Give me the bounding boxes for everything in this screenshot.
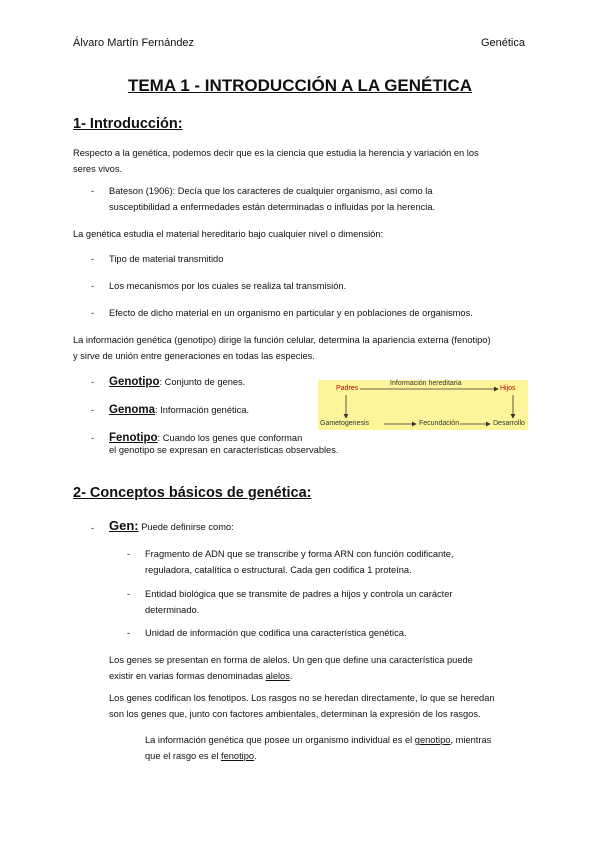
- section2-heading: 2- Conceptos básicos de genética:: [73, 485, 312, 501]
- term-definition: : Conjunto de genes.: [159, 377, 246, 387]
- gen-item-line-1: Unidad de información que codifica una característica genética.: [145, 628, 407, 638]
- gen-item: [145, 625, 525, 641]
- header-author: Álvaro Martín Fernández: [73, 37, 195, 49]
- text: La información genética que posee un organismo individual es el: [145, 735, 415, 745]
- info-paragraph: [73, 332, 533, 364]
- gen-item-line-2: reguladora, catalítica o estructural. Cada gen codifica 1 proteína.: [145, 565, 412, 575]
- alelos-word: alelos: [265, 671, 290, 681]
- bateson-line-1: Bateson (1906): Decía que los caracteres de cualquier organismo, así como la: [109, 186, 433, 196]
- term-label: Genoma: [109, 404, 156, 416]
- text: existir en varias formas denominadas: [109, 671, 266, 681]
- bullet-dash: -: [91, 281, 95, 291]
- bullet-dash: -: [127, 549, 131, 559]
- gen-item: [145, 586, 525, 618]
- diagram-desarrollo: Desarrollo: [493, 420, 525, 427]
- alelos-line-1: Los genes se presentan en forma de alelos. Un gen que define una característica puede: [109, 655, 473, 665]
- section1-heading: 1- Introducción:: [73, 116, 183, 132]
- bateson-paragraph: [109, 183, 529, 215]
- bullet-dash: -: [91, 377, 95, 387]
- text: que el rasgo es el: [145, 751, 221, 761]
- studies-item: Tipo de material transmitido: [109, 254, 224, 264]
- bullet-dash: -: [127, 589, 131, 599]
- studies-item: Los mecanismos por los cuales se realiza tal transmisión.: [109, 281, 347, 291]
- bullet-dash: -: [91, 523, 95, 533]
- header-subject: Genética: [480, 37, 525, 49]
- term-genotipo: [109, 372, 245, 390]
- genotipo-word: genotipo: [414, 735, 451, 745]
- bullet-dash: -: [91, 308, 95, 318]
- term-genoma: [109, 400, 249, 418]
- alelos-line-2: [109, 668, 529, 684]
- bateson-line-2: susceptibilidad a enfermedades están determinadas o influidas por la herencia.: [109, 202, 436, 212]
- diagram-hijos: Hijos: [500, 385, 516, 392]
- gen-term: Gen:: [109, 518, 139, 533]
- intro-line-2: seres vivos.: [73, 164, 123, 174]
- heredity-diagram: [318, 380, 528, 430]
- final-line-2: [145, 748, 535, 764]
- fenotipo-word: fenotipo: [220, 751, 255, 761]
- gen-item-line-2: determinado.: [145, 605, 200, 615]
- bullet-dash: -: [91, 254, 95, 264]
- gen-item-line-1: Entidad biológica que se transmite de padres a hijos y controla un carácter: [145, 589, 453, 599]
- bullet-dash: -: [91, 186, 95, 196]
- gen-def: Puede definirse como:: [138, 522, 234, 532]
- gen-definition: [109, 517, 234, 535]
- alelos-paragraph: [109, 652, 529, 684]
- fenotipos-line-2: son los genes que, junto con factores ambientales, determinan la expresión de los rasgos.: [109, 709, 481, 719]
- diagram-gametogenesis: Gametogenesis: [320, 420, 370, 427]
- fenotipos-paragraph: [109, 690, 539, 722]
- diagram-info: Información hereditaria: [390, 380, 462, 387]
- studies-item: Efecto de dicho material en un organismo en particular y en poblaciones de organismos.: [109, 308, 473, 318]
- term-definition: : Cuando los genes que conforman: [157, 433, 303, 443]
- gen-item-line-1: Fragmento de ADN que se transcribe y forma ARN con función codificante,: [145, 549, 454, 559]
- gen-item: [145, 546, 525, 578]
- info-line-1: La información genética (genotipo) dirige la función celular, determina la apariencia externa (fenotipo): [73, 335, 491, 345]
- term-definition: : Información genética.: [155, 405, 250, 415]
- intro-line-1: Respecto a la genética, podemos decir que es la ciencia que estudia la herencia y variación en los: [73, 148, 479, 158]
- bullet-dash: -: [127, 628, 131, 638]
- page-title: TEMA 1 - INTRODUCCIÓN A LA GENÉTICA: [127, 76, 473, 95]
- text: , mientras: [450, 735, 492, 745]
- studies-intro: La genética estudia el material hereditario bajo cualquier nivel o dimensión:: [73, 229, 384, 239]
- info-line-2: y sirve de unión entre generaciones en todas las especies.: [73, 351, 315, 361]
- intro-paragraph: [73, 145, 533, 177]
- diagram-padres: Padres: [336, 385, 359, 392]
- term-label: Genotipo: [109, 376, 160, 388]
- text: .: [289, 671, 293, 681]
- text: .: [254, 751, 257, 761]
- bullet-dash: -: [91, 433, 95, 443]
- term-definition-continued: el genotipo se expresan en características observables.: [109, 445, 339, 455]
- fenotipos-line-1: Los genes codifican los fenotipos. Los rasgos no se heredan directamente, lo que se heredan: [109, 693, 495, 703]
- diagram-fecundacion: Fecundación: [419, 420, 460, 427]
- bullet-dash: -: [91, 405, 95, 415]
- final-paragraph: [145, 732, 535, 764]
- term-label: Fenotipo: [109, 432, 158, 444]
- final-line-1: [145, 732, 535, 748]
